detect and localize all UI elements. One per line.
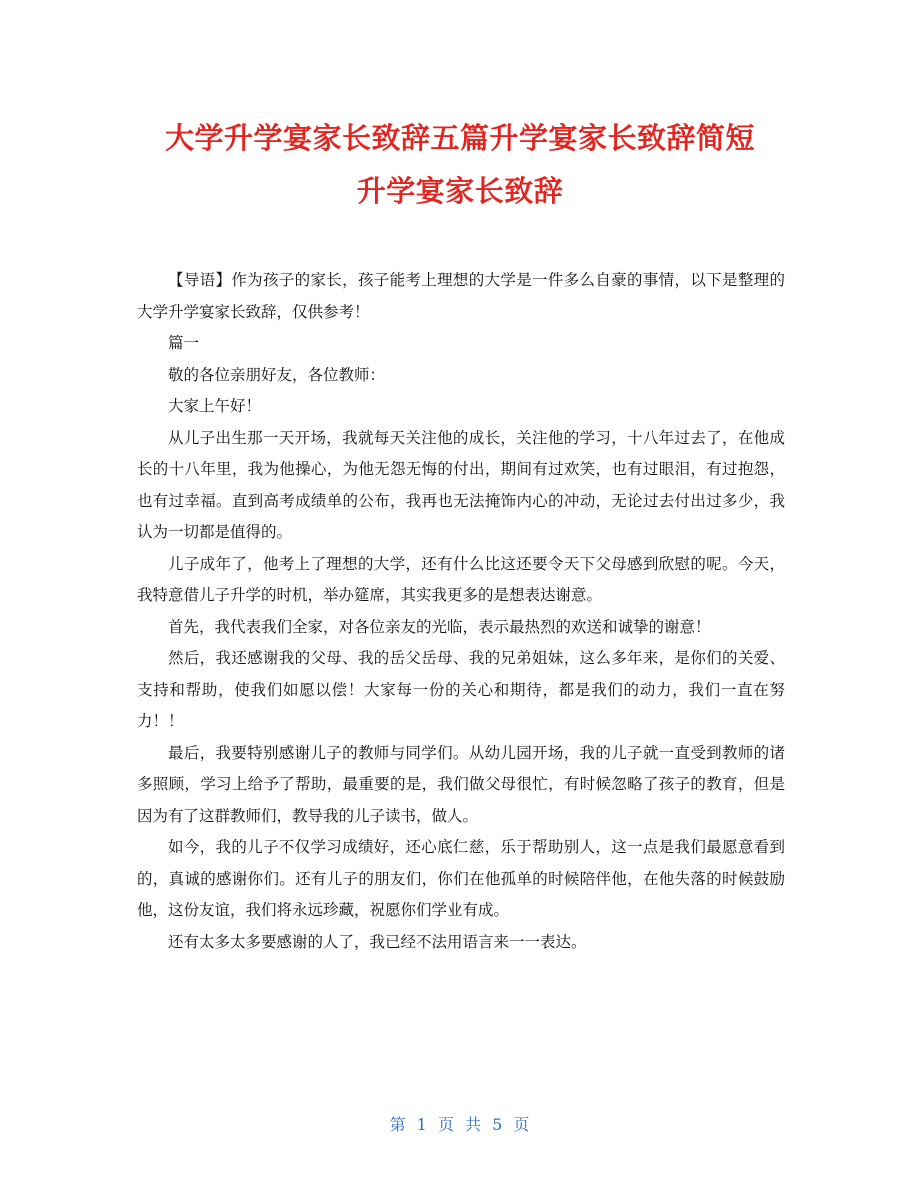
paragraph: 然后，我还感谢我的父母、我的岳父岳母、我的兄弟姐妹，这么多年来，是你们的关爱、支持和帮助，使我们如愿以偿！大家每一份的关心和期待，都是我们的动力，我们一直在努力！！ [137,649,785,730]
paragraph: 首先，我代表我们全家，对各位亲友的光临，表示最热烈的欢送和诚挚的谢意！ [168,617,711,636]
title-line-1: 大学升学宴家长致辞五篇升学宴家长致辞简短 [164,121,755,155]
page-number-footer: 第 1 页 共 5 页 [389,1115,531,1134]
paragraph: 还有太多太多要感谢的人了，我已经不法用语言来一一表达。 [168,932,587,951]
paragraph: 从儿子出生那一天开场，我就每天关注他的成长，关注他的学习，十八年过去了，在他成长的十八年里，我为他操心，为他无怨无悔的付出，期间有过欢笑，也有过眼泪，有过抱怨，也有过幸福。直到高考成绩单的公布，我再也无法掩饰内心的冲动，无论过去付出过多少，我认为一切都是值得的。 [137,428,785,541]
section-heading: 篇一 [168,334,200,352]
document-title [100,112,820,218]
paragraph-intro: 【导语】作为孩子的家长，孩子能考上理想的大学是一件多么自豪的事情，以下是整理的大学升学宴家长致辞，仅供参考！ [137,271,785,321]
paragraph: 如今，我的儿子不仅学习成绩好，还心底仁慈，乐于帮助别人，这一点是我们最愿意看到的，真诚的感谢你们。还有儿子的朋友们，你们在他孤单的时候陪伴他，在他失落的时候鼓励他，这份友谊，我们将永远珍藏，祝愿你们学业有成。 [137,838,785,919]
greeting: 大家上午好！ [168,397,262,415]
paragraph: 最后，我要特别感谢儿子的教师与同学们。从幼儿园开场，我的儿子就一直受到教师的诸多照顾，学习上给予了帮助，最重要的是，我们做父母很忙，有时候忽略了孩子的教育，但是因为有了这群教师们，教导我的儿子读书，做人。 [137,743,785,825]
document-body [137,265,785,958]
salutation: 敬的各位亲朋好友，各位教师： [168,365,386,384]
title-line-2: 升学宴家长致辞 [356,174,564,208]
paragraph: 儿子成年了，他考上了理想的大学，还有什么比这还要令天下父母感到欣慰的呢。今天，我特意借儿子升学的时机，举办筵席，其实我更多的是想表达谢意。 [137,554,785,604]
